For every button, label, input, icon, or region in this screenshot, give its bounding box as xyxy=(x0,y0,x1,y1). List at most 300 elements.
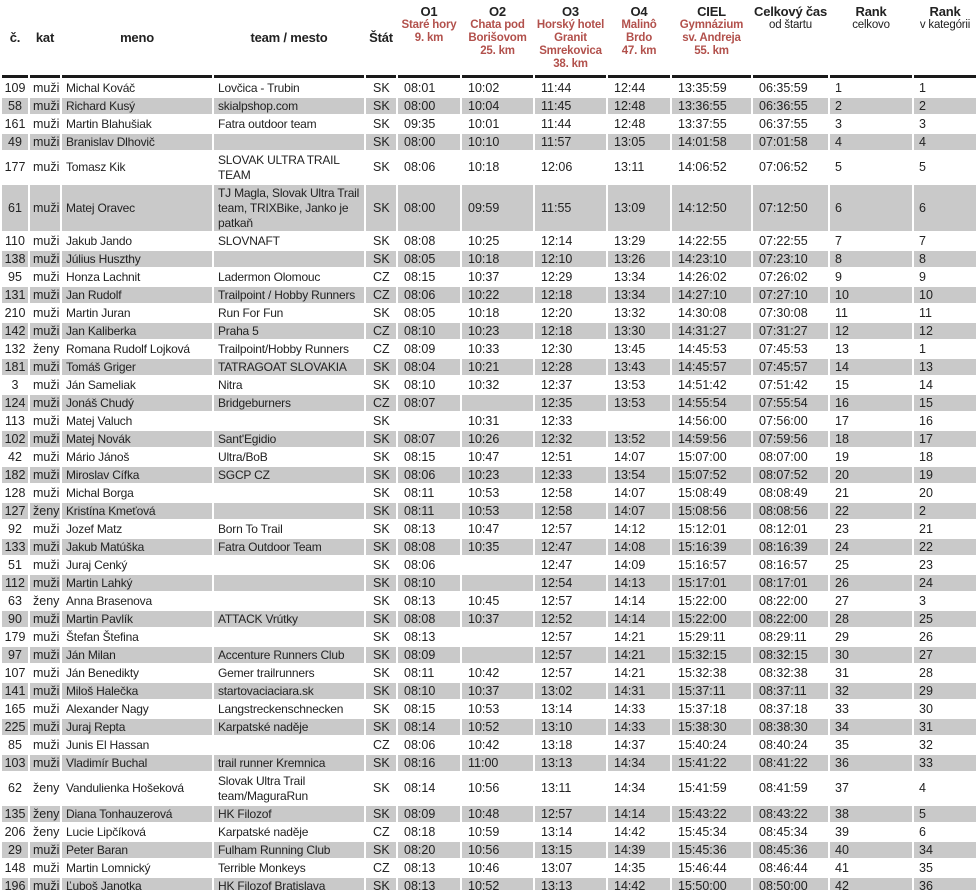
column-header-subtitle: Chata pod Borišovom xyxy=(468,19,527,44)
cell-o4: 13:05 xyxy=(608,134,670,150)
table-row xyxy=(2,305,976,321)
cell-ciel: 15:37:11 xyxy=(672,683,751,699)
cell-stat: CZ xyxy=(366,323,396,339)
column-header-total xyxy=(753,2,828,78)
cell-kat: muži xyxy=(30,134,60,150)
cell-meno: Martin Juran xyxy=(62,305,212,321)
cell-total: 08:16:57 xyxy=(753,557,828,573)
column-header-o2 xyxy=(462,2,533,78)
cell-o3: 11:44 xyxy=(535,116,606,132)
cell-ciel: 15:37:18 xyxy=(672,701,751,717)
cell-o4: 14:08 xyxy=(608,539,670,555)
cell-o2: 10:32 xyxy=(462,377,533,393)
cell-bib: 161 xyxy=(2,116,28,132)
cell-total: 07:23:10 xyxy=(753,251,828,267)
cell-rank_kat: 27 xyxy=(914,647,976,663)
cell-meno: Matej Valuch xyxy=(62,413,212,429)
cell-stat: CZ xyxy=(366,737,396,753)
cell-team: SLOVAK ULTRA TRAIL TEAM xyxy=(214,152,364,183)
table-row xyxy=(2,485,976,501)
cell-stat: SK xyxy=(366,134,396,150)
cell-o2 xyxy=(462,575,533,591)
cell-team: TJ Magla, Slovak Ultra Trail team, TRIXBike, Janko je patkaň xyxy=(214,185,364,231)
cell-team: Lovčica - Trubin xyxy=(214,80,364,96)
cell-stat: CZ xyxy=(366,341,396,357)
cell-o3: 11:55 xyxy=(535,185,606,231)
cell-stat: SK xyxy=(366,647,396,663)
cell-team xyxy=(214,134,364,150)
cell-rank: 1 xyxy=(830,80,912,96)
cell-rank: 29 xyxy=(830,629,912,645)
cell-kat: muži xyxy=(30,755,60,771)
table-row xyxy=(2,152,976,183)
cell-kat: muži xyxy=(30,575,60,591)
cell-kat: muži xyxy=(30,719,60,735)
column-header-team xyxy=(214,2,364,78)
cell-ciel: 15:22:00 xyxy=(672,593,751,609)
cell-kat: muži xyxy=(30,647,60,663)
cell-kat: ženy xyxy=(30,593,60,609)
cell-stat: CZ xyxy=(366,269,396,285)
column-header-label: CIEL xyxy=(697,4,726,19)
cell-bib: 61 xyxy=(2,185,28,231)
cell-team: trail runner Kremnica xyxy=(214,755,364,771)
cell-kat: muži xyxy=(30,737,60,753)
cell-meno: Ján Benedikty xyxy=(62,665,212,681)
cell-team: ATTACK Vrútky xyxy=(214,611,364,627)
cell-o3: 12:06 xyxy=(535,152,606,183)
column-header-label: meno xyxy=(120,30,154,45)
cell-rank_kat: 1 xyxy=(914,341,976,357)
cell-team: Fatra Outdoor Team xyxy=(214,539,364,555)
cell-bib: 97 xyxy=(2,647,28,663)
cell-ciel: 14:01:58 xyxy=(672,134,751,150)
column-header-subtitle: Horský hotel Granit Smrekovica xyxy=(536,19,605,57)
cell-stat: SK xyxy=(366,467,396,483)
cell-rank_kat: 7 xyxy=(914,233,976,249)
cell-o3: 12:58 xyxy=(535,485,606,501)
table-row xyxy=(2,413,976,429)
cell-kat: muži xyxy=(30,323,60,339)
table-row xyxy=(2,377,976,393)
cell-stat: SK xyxy=(366,413,396,429)
cell-ciel: 15:32:15 xyxy=(672,647,751,663)
cell-stat: SK xyxy=(366,449,396,465)
cell-kat: muži xyxy=(30,359,60,375)
cell-o2: 10:42 xyxy=(462,665,533,681)
table-row xyxy=(2,287,976,303)
cell-o1: 08:13 xyxy=(398,878,460,890)
cell-bib: 141 xyxy=(2,683,28,699)
cell-o2: 10:45 xyxy=(462,593,533,609)
cell-meno: Honza Lachnit xyxy=(62,269,212,285)
cell-ciel: 15:41:22 xyxy=(672,755,751,771)
cell-o2: 10:53 xyxy=(462,503,533,519)
cell-rank_kat: 15 xyxy=(914,395,976,411)
cell-o3: 12:33 xyxy=(535,413,606,429)
column-header-ciel xyxy=(672,2,751,78)
column-header-distance: 55. km xyxy=(694,45,729,57)
cell-meno: Michal Kováč xyxy=(62,80,212,96)
cell-kat: muži xyxy=(30,116,60,132)
cell-ciel: 15:43:22 xyxy=(672,806,751,822)
cell-bib: 102 xyxy=(2,431,28,447)
cell-rank: 28 xyxy=(830,611,912,627)
cell-o4: 14:09 xyxy=(608,557,670,573)
cell-ciel: 13:37:55 xyxy=(672,116,751,132)
cell-total: 08:43:22 xyxy=(753,806,828,822)
cell-meno: Tomáš Griger xyxy=(62,359,212,375)
cell-o3: 12:28 xyxy=(535,359,606,375)
cell-o2: 10:56 xyxy=(462,773,533,804)
cell-stat: SK xyxy=(366,359,396,375)
cell-rank_kat: 25 xyxy=(914,611,976,627)
cell-rank_kat: 9 xyxy=(914,269,976,285)
cell-total: 08:17:01 xyxy=(753,575,828,591)
column-header-label: Celkový čas xyxy=(754,4,827,19)
cell-stat: SK xyxy=(366,185,396,231)
cell-rank: 8 xyxy=(830,251,912,267)
cell-stat: SK xyxy=(366,521,396,537)
column-header-distance: 47. km xyxy=(621,45,657,57)
cell-o4: 12:44 xyxy=(608,80,670,96)
table-row xyxy=(2,629,976,645)
cell-kat: muži xyxy=(30,185,60,231)
cell-rank: 3 xyxy=(830,116,912,132)
cell-total: 08:12:01 xyxy=(753,521,828,537)
cell-stat: SK xyxy=(366,431,396,447)
cell-o2: 10:59 xyxy=(462,824,533,840)
cell-team: Fulham Running Club xyxy=(214,842,364,858)
cell-o1: 08:20 xyxy=(398,842,460,858)
cell-stat: CZ xyxy=(366,395,396,411)
cell-kat: muži xyxy=(30,233,60,249)
cell-total: 08:08:49 xyxy=(753,485,828,501)
cell-o1: 08:10 xyxy=(398,377,460,393)
cell-kat: muži xyxy=(30,521,60,537)
cell-meno: Michal Borga xyxy=(62,485,212,501)
cell-rank: 41 xyxy=(830,860,912,876)
cell-o2: 10:52 xyxy=(462,719,533,735)
cell-kat: ženy xyxy=(30,773,60,804)
cell-ciel: 14:26:02 xyxy=(672,269,751,285)
cell-bib: 206 xyxy=(2,824,28,840)
cell-team xyxy=(214,485,364,501)
cell-bib: 133 xyxy=(2,539,28,555)
cell-team: Run For Fun xyxy=(214,305,364,321)
cell-o1: 08:07 xyxy=(398,431,460,447)
cell-o4: 14:21 xyxy=(608,629,670,645)
cell-team: Karpatské naděje xyxy=(214,719,364,735)
cell-total: 08:07:52 xyxy=(753,467,828,483)
cell-o4: 14:07 xyxy=(608,449,670,465)
cell-o1: 08:11 xyxy=(398,665,460,681)
cell-o3: 12:18 xyxy=(535,287,606,303)
cell-o1: 08:06 xyxy=(398,287,460,303)
cell-o4: 13:34 xyxy=(608,269,670,285)
column-header-distance: 9. km xyxy=(414,32,444,44)
cell-o3: 13:02 xyxy=(535,683,606,699)
cell-bib: 177 xyxy=(2,152,28,183)
cell-o3: 12:37 xyxy=(535,377,606,393)
cell-rank_kat: 1 xyxy=(914,80,976,96)
column-header-label: č. xyxy=(9,30,21,45)
cell-ciel: 14:51:42 xyxy=(672,377,751,393)
cell-o4: 12:48 xyxy=(608,98,670,114)
cell-meno: Vandulienka Hošeková xyxy=(62,773,212,804)
cell-bib: 225 xyxy=(2,719,28,735)
cell-ciel: 14:12:50 xyxy=(672,185,751,231)
cell-o2: 10:18 xyxy=(462,251,533,267)
cell-rank: 5 xyxy=(830,152,912,183)
cell-meno: Richard Kusý xyxy=(62,98,212,114)
cell-meno: Jan Rudolf xyxy=(62,287,212,303)
cell-rank: 9 xyxy=(830,269,912,285)
cell-o1: 08:15 xyxy=(398,701,460,717)
cell-meno: Juraj Repta xyxy=(62,719,212,735)
column-header-subtitle: Staré hory xyxy=(401,19,457,31)
cell-o2 xyxy=(462,629,533,645)
table-row xyxy=(2,395,976,411)
cell-total: 07:59:56 xyxy=(753,431,828,447)
cell-meno: Romana Rudolf Lojková xyxy=(62,341,212,357)
cell-ciel: 15:16:57 xyxy=(672,557,751,573)
cell-team: Slovak Ultra Trail team/MaguraRun xyxy=(214,773,364,804)
cell-rank: 25 xyxy=(830,557,912,573)
cell-rank_kat: 33 xyxy=(914,755,976,771)
cell-rank_kat: 2 xyxy=(914,503,976,519)
cell-total: 07:30:08 xyxy=(753,305,828,321)
cell-kat: muži xyxy=(30,152,60,183)
cell-stat: SK xyxy=(366,755,396,771)
column-header-label: O3 xyxy=(562,4,579,19)
cell-team xyxy=(214,503,364,519)
column-header-kat xyxy=(30,2,60,78)
cell-o2: 10:46 xyxy=(462,860,533,876)
cell-total: 07:45:57 xyxy=(753,359,828,375)
cell-bib: 142 xyxy=(2,323,28,339)
cell-meno: Jozef Matz xyxy=(62,521,212,537)
cell-ciel: 14:55:54 xyxy=(672,395,751,411)
table-row xyxy=(2,824,976,840)
cell-bib: 109 xyxy=(2,80,28,96)
cell-ciel: 15:50:00 xyxy=(672,878,751,890)
cell-ciel: 14:45:57 xyxy=(672,359,751,375)
cell-rank_kat: 18 xyxy=(914,449,976,465)
cell-ciel: 15:07:00 xyxy=(672,449,751,465)
column-header-rank xyxy=(830,2,912,78)
table-row xyxy=(2,341,976,357)
cell-kat: muži xyxy=(30,98,60,114)
cell-o2: 09:59 xyxy=(462,185,533,231)
cell-o1: 08:13 xyxy=(398,860,460,876)
cell-ciel: 15:38:30 xyxy=(672,719,751,735)
cell-meno: Alexander Nagy xyxy=(62,701,212,717)
cell-meno: Martin Blahušiak xyxy=(62,116,212,132)
cell-total: 06:36:55 xyxy=(753,98,828,114)
cell-rank_kat: 24 xyxy=(914,575,976,591)
cell-stat: SK xyxy=(366,665,396,681)
cell-total: 08:41:59 xyxy=(753,773,828,804)
cell-bib: 112 xyxy=(2,575,28,591)
cell-o2: 10:31 xyxy=(462,413,533,429)
cell-o1: 08:10 xyxy=(398,323,460,339)
cell-rank: 37 xyxy=(830,773,912,804)
cell-team: Gemer trailrunners xyxy=(214,665,364,681)
cell-o4: 14:42 xyxy=(608,878,670,890)
cell-team: Trailpoint / Hobby Runners xyxy=(214,287,364,303)
cell-stat: CZ xyxy=(366,860,396,876)
cell-meno: Branislav Dlhovič xyxy=(62,134,212,150)
cell-bib: 85 xyxy=(2,737,28,753)
cell-o2: 10:25 xyxy=(462,233,533,249)
cell-total: 08:22:00 xyxy=(753,611,828,627)
cell-bib: 210 xyxy=(2,305,28,321)
cell-o4: 13:43 xyxy=(608,359,670,375)
cell-kat: ženy xyxy=(30,806,60,822)
cell-team: Nitra xyxy=(214,377,364,393)
cell-o2: 10:35 xyxy=(462,539,533,555)
cell-stat: SK xyxy=(366,539,396,555)
cell-o3: 12:57 xyxy=(535,521,606,537)
cell-team: Fatra outdoor team xyxy=(214,116,364,132)
cell-rank_kat: 14 xyxy=(914,377,976,393)
table-row xyxy=(2,860,976,876)
column-header-distance: 38. km xyxy=(553,58,588,70)
cell-meno: Jakub Matúška xyxy=(62,539,212,555)
cell-o1: 09:35 xyxy=(398,116,460,132)
cell-rank: 36 xyxy=(830,755,912,771)
cell-o1: 08:08 xyxy=(398,539,460,555)
cell-o4: 13:11 xyxy=(608,152,670,183)
cell-kat: muži xyxy=(30,701,60,717)
cell-ciel: 14:45:53 xyxy=(672,341,751,357)
cell-bib: 42 xyxy=(2,449,28,465)
cell-meno: Martin Lahký xyxy=(62,575,212,591)
cell-bib: 138 xyxy=(2,251,28,267)
cell-team: Sant'Egidio xyxy=(214,431,364,447)
cell-team xyxy=(214,575,364,591)
cell-ciel: 13:36:55 xyxy=(672,98,751,114)
cell-total: 07:06:52 xyxy=(753,152,828,183)
cell-rank_kat: 36 xyxy=(914,878,976,890)
table-row xyxy=(2,467,976,483)
cell-bib: 196 xyxy=(2,878,28,890)
cell-o3: 12:54 xyxy=(535,575,606,591)
cell-o4: 13:45 xyxy=(608,341,670,357)
cell-rank: 7 xyxy=(830,233,912,249)
cell-rank_kat: 4 xyxy=(914,134,976,150)
cell-o4: 14:13 xyxy=(608,575,670,591)
column-header-subtitle: celkovo xyxy=(852,19,890,31)
cell-o1: 08:01 xyxy=(398,80,460,96)
cell-o2: 10:42 xyxy=(462,737,533,753)
cell-rank: 2 xyxy=(830,98,912,114)
cell-meno: Junis El Hassan xyxy=(62,737,212,753)
column-header-label: O1 xyxy=(420,4,438,19)
cell-rank: 24 xyxy=(830,539,912,555)
cell-o2 xyxy=(462,395,533,411)
cell-ciel: 15:08:56 xyxy=(672,503,751,519)
cell-o2: 10:33 xyxy=(462,341,533,357)
cell-o3: 12:52 xyxy=(535,611,606,627)
cell-ciel: 15:46:44 xyxy=(672,860,751,876)
cell-kat: muži xyxy=(30,377,60,393)
column-header-label: O4 xyxy=(630,4,648,19)
cell-o4: 13:32 xyxy=(608,305,670,321)
cell-ciel: 15:17:01 xyxy=(672,575,751,591)
cell-o3: 12:30 xyxy=(535,341,606,357)
cell-o2: 10:48 xyxy=(462,806,533,822)
cell-o3: 13:07 xyxy=(535,860,606,876)
cell-o1: 08:11 xyxy=(398,503,460,519)
cell-rank: 19 xyxy=(830,449,912,465)
cell-stat: SK xyxy=(366,806,396,822)
cell-o1: 08:09 xyxy=(398,341,460,357)
cell-rank: 31 xyxy=(830,665,912,681)
cell-rank: 26 xyxy=(830,575,912,591)
column-header-rank_kat xyxy=(914,2,976,78)
cell-o1: 08:08 xyxy=(398,611,460,627)
cell-rank_kat: 31 xyxy=(914,719,976,735)
column-header-distance: 25. km xyxy=(480,45,515,57)
cell-team: Accenture Runners Club xyxy=(214,647,364,663)
cell-kat: muži xyxy=(30,80,60,96)
table-row xyxy=(2,575,976,591)
cell-stat: SK xyxy=(366,485,396,501)
cell-kat: muži xyxy=(30,539,60,555)
cell-team xyxy=(214,593,364,609)
cell-o4: 14:14 xyxy=(608,806,670,822)
cell-rank: 6 xyxy=(830,185,912,231)
table-row xyxy=(2,557,976,573)
cell-team: Praha 5 xyxy=(214,323,364,339)
cell-rank_kat: 17 xyxy=(914,431,976,447)
cell-kat: muži xyxy=(30,449,60,465)
cell-kat: muži xyxy=(30,611,60,627)
cell-rank_kat: 3 xyxy=(914,116,976,132)
cell-o2: 10:37 xyxy=(462,611,533,627)
cell-bib: 63 xyxy=(2,593,28,609)
column-header-subtitle: od štartu xyxy=(769,19,812,31)
cell-meno: Štefan Štefina xyxy=(62,629,212,645)
cell-ciel: 15:40:24 xyxy=(672,737,751,753)
cell-o1: 08:10 xyxy=(398,575,460,591)
cell-kat: muži xyxy=(30,395,60,411)
cell-rank: 4 xyxy=(830,134,912,150)
table-row xyxy=(2,449,976,465)
cell-o4: 13:54 xyxy=(608,467,670,483)
cell-team: HK Filozof Bratislava xyxy=(214,878,364,890)
cell-o2: 10:10 xyxy=(462,134,533,150)
cell-bib: 51 xyxy=(2,557,28,573)
cell-meno: Juraj Cenký xyxy=(62,557,212,573)
cell-ciel: 14:30:08 xyxy=(672,305,751,321)
cell-team: Terrible Monkeys xyxy=(214,860,364,876)
cell-stat: SK xyxy=(366,80,396,96)
cell-total: 08:37:18 xyxy=(753,701,828,717)
cell-rank_kat: 23 xyxy=(914,557,976,573)
cell-team: Ultra/BoB xyxy=(214,449,364,465)
cell-ciel: 13:35:59 xyxy=(672,80,751,96)
cell-rank: 14 xyxy=(830,359,912,375)
cell-total: 08:08:56 xyxy=(753,503,828,519)
cell-bib: 128 xyxy=(2,485,28,501)
cell-o4: 14:39 xyxy=(608,842,670,858)
cell-total: 07:27:10 xyxy=(753,287,828,303)
cell-rank: 17 xyxy=(830,413,912,429)
cell-o4: 14:12 xyxy=(608,521,670,537)
